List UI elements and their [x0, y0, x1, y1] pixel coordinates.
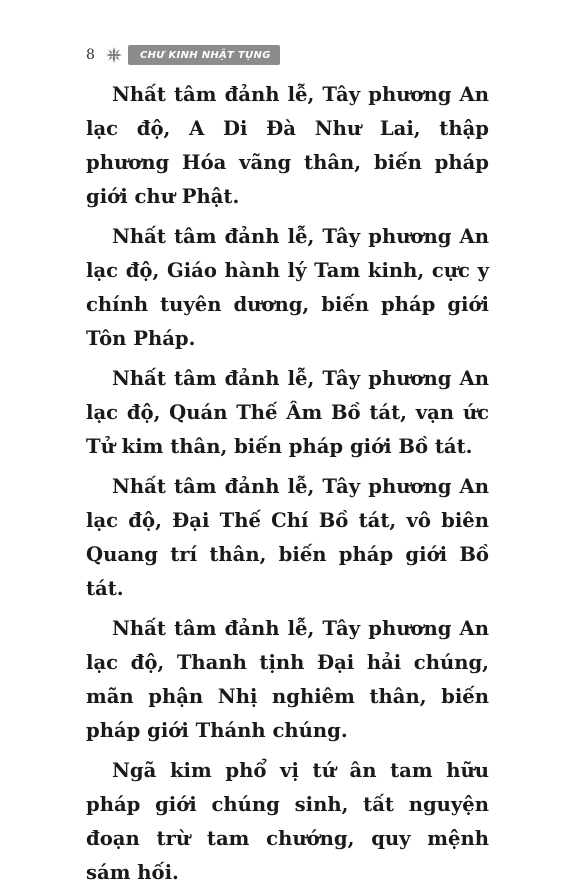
prayer-paragraph: Ngã kim phổ vị tứ ân tam hữu pháp giới chúng sinh, tất nguyện đoạn trừ tam chướng, quy mệnh sám hối.: [86, 759, 489, 884]
prayer-paragraph: Nhất tâm đảnh lễ, Tây phương An lạc độ, A Di Đà Như Lai, thập phương Hóa vãng thân, biến pháp giới chư Phật.: [86, 83, 489, 208]
prayer-paragraph: Nhất tâm đảnh lễ, Tây phương An lạc độ, Đại Thế Chí Bồ tát, vô biên Quang trí thân, biến pháp giới Bồ tát.: [86, 475, 489, 600]
lotus-ornament-icon: [104, 45, 124, 65]
page-number: 8: [86, 47, 95, 63]
prayer-paragraph: Nhất tâm đảnh lễ, Tây phương An lạc độ, Giáo hành lý Tam kinh, cực y chính tuyên dương, biến pháp giới Tôn Pháp.: [86, 225, 489, 350]
page-header: [86, 44, 280, 66]
prayer-paragraph: Nhất tâm đảnh lễ, Tây phương An lạc độ, Thanh tịnh Đại hải chúng, mãn phận Nhị nghiêm thân, biến pháp giới Thánh chúng.: [86, 617, 489, 742]
running-title-banner: [128, 45, 280, 65]
running-title: CHƯ KINH NHẬT TỤNG: [140, 49, 271, 61]
prayer-paragraph: Nhất tâm đảnh lễ, Tây phương An lạc độ, Quán Thế Âm Bồ tát, vạn ức Tử kim thân, biến pháp giới Bồ tát.: [86, 367, 489, 458]
text-body: [86, 78, 489, 896]
